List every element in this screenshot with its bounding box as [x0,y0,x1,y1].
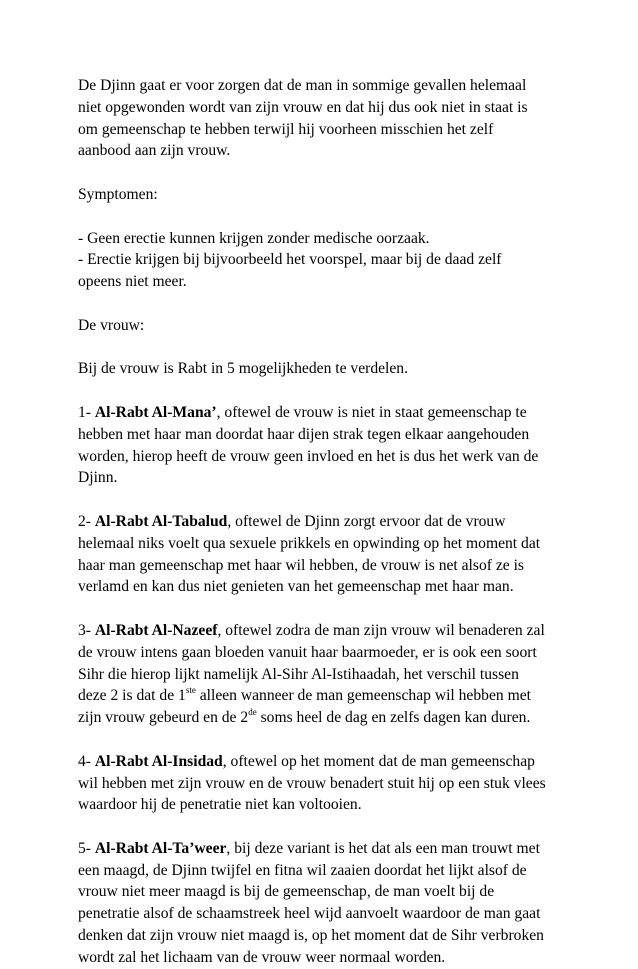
symptom-item: - Erectie krijgen bij bijvoorbeeld het voorspel, maar bij de daad zelf [78,251,502,269]
text-line: Bij de vrouw is Rabt in 5 mogelijkheden te verdelen. [78,360,408,378]
item-term: Al-Rabt Al-Tabalud [94,512,228,530]
intro-paragraph [78,75,578,162]
woman-heading [78,315,578,337]
text-line: verlamd en kan dus niet genieten van het gemeenschap met haar man. [78,578,514,596]
item-first-line [78,838,578,860]
item-term: Al-Rabt Al-Ta’weer [94,839,227,857]
symptom-item: - Geen erectie kunnen krijgen zonder medische oorzaak. [78,229,430,247]
text-line: de vrouw intens gaan bloeden vanuit haar baarmoeder, er is ook een soort [78,643,537,661]
rabt-item-5 [78,838,578,969]
symptoms-heading [78,184,578,206]
rabt-item-4 [78,751,578,816]
text-line: hebben met haar man doordat haar dijen strak tegen elkaar aangehouden [78,425,530,443]
rabt-item-2 [78,511,578,598]
text-segment: zijn vrouw gebeurd en de 2 [78,709,249,727]
item-first-line [78,402,578,424]
text-line: haar man gemeenschap met haar wil hebben, de vrouw is net alsof ze is [78,556,524,574]
heading-text: De vrouw: [78,316,145,334]
item-term: Al-Rabt Al-Nazeef [94,621,218,639]
item-number: 1- [78,403,95,421]
item-number: 3- [78,621,95,639]
text-line: vrouw niet meer maagd is bij de gemeenschap, de man voelt bij de [78,883,495,901]
item-number: 4- [78,752,95,770]
text-line: De Djinn gaat er voor zorgen dat de man in sommige gevallen helemaal [78,77,527,94]
symptom-item-continued: opeens niet meer. [78,273,187,291]
text-line-with-superscript [78,707,578,729]
text-line: aanbood aan zijn vrouw. [78,142,231,160]
text-line: een maagd, de Djinn twijfel en fitna wil zaaien doordat het lijkt alsof de [78,861,527,879]
text-line: penetratie alsof de schaamstreek heel wijd aanvoelt waardoor de man gaat [78,905,541,923]
ordinal-superscript: ste [185,685,196,696]
text-line: wil hebben met zijn vrouw en de vrouw benadert stuit hij op een stuk vlees [78,774,546,792]
text-segment: deze 2 is dat de 1 [78,687,186,705]
text-line: worden, hierop heeft de vrouw geen invloed en het is dus het werk van de [78,447,539,465]
text-segment: alleen wanneer de man gemeenschap wil hebben met [195,687,531,705]
text-line: Sihr die hierop lijkt namelijk Al-Sihr Al-Istihaadah, het verschil tussen [78,665,519,683]
text-line: helemaal niks voelt qua sexuele prikkels en opwinding op het moment dat [78,534,541,552]
item-number: 2- [78,512,95,530]
item-first-rest: , bij deze variant is het dat als een man trouwt met [226,839,540,857]
text-line-with-superscript [78,685,578,707]
item-first-line [78,620,578,642]
item-first-rest: , oftewel op het moment dat de man gemeenschap [222,752,535,770]
ordinal-superscript: de [248,706,257,717]
heading-text: Symptomen: [78,185,158,203]
item-first-rest: , oftewel de Djinn zorgt ervoor dat de vrouw [227,512,506,530]
rabt-item-3 [78,620,578,729]
item-first-line [78,511,578,533]
text-line: waardoor hij de penetratie niet kan voltooien. [78,796,362,814]
item-term: Al-Rabt Al-Mana’ [94,403,217,421]
text-line: niet opgewonden wordt van zijn vrouw en dat hij dus ook niet in staat is [78,98,528,116]
item-number: 5- [78,839,95,857]
text-segment: soms heel de dag en zelfs dagen kan duren. [256,709,531,727]
item-first-rest: , oftewel zodra de man zijn vrouw wil benaderen zal [217,621,545,639]
item-term: Al-Rabt Al-Insidad [94,752,223,770]
text-line: denken dat zijn vrouw niet maagd is, op het moment dat de Sihr verbroken [78,927,544,945]
woman-intro-paragraph [78,358,578,380]
item-first-line [78,751,578,773]
text-line: Djinn. [78,469,118,487]
rabt-item-1 [78,402,578,489]
symptoms-list [78,228,578,293]
text-line: wordt zal het lichaam van de vrouw weer normaal worden. [78,948,446,966]
item-first-rest: , oftewel de vrouw is niet in staat gemeenschap te [216,403,527,421]
text-line: om gemeenschap te hebben terwijl hij voorheen misschien het zelf [78,120,494,138]
